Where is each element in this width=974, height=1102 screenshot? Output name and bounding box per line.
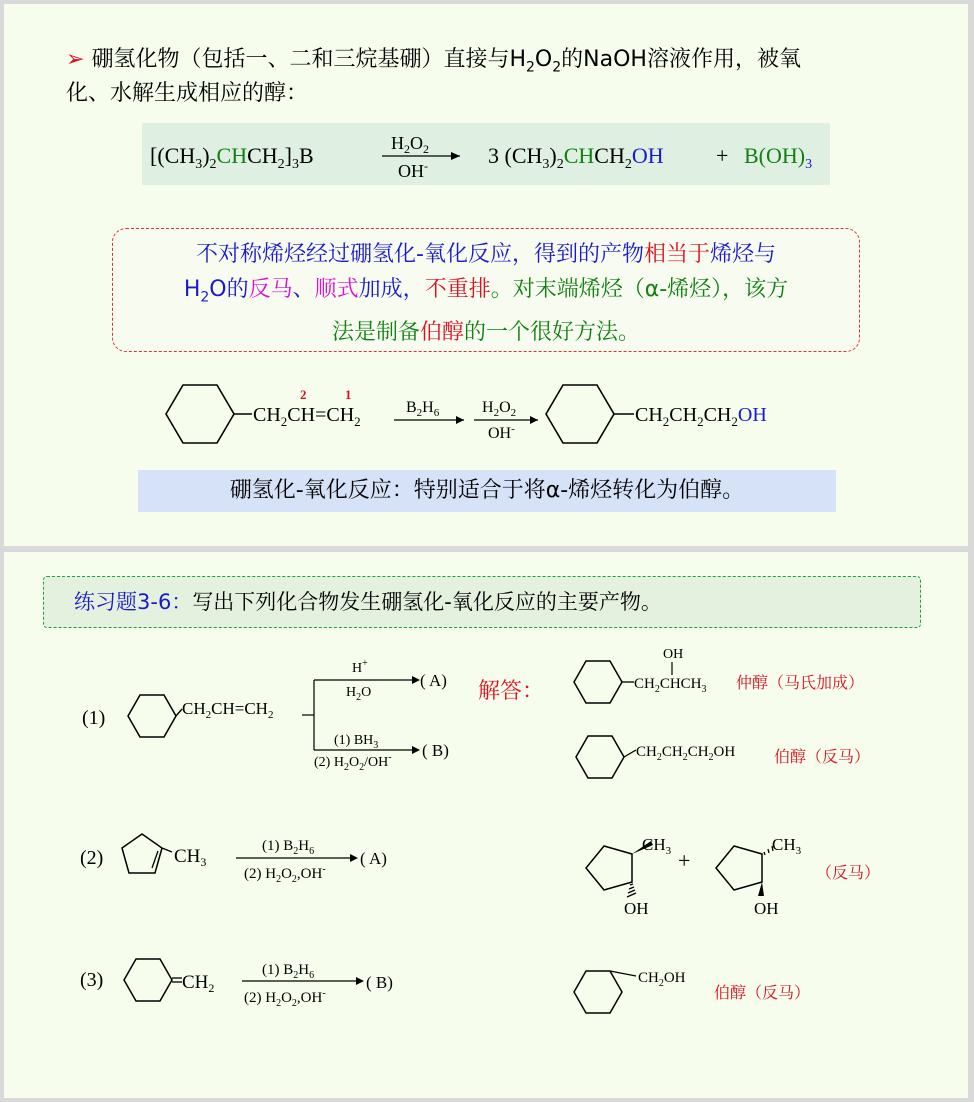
cyclopentane-ring <box>716 846 762 890</box>
ans1b-chain: $CH_2CH_2CH_2OH$ <box>636 744 736 763</box>
rule-note-line2 <box>113 272 859 315</box>
eq2-reactant: $CH_2CH=CH_2$ <box>253 404 361 429</box>
bond <box>610 971 636 976</box>
intro-text-line2: 化、水解生成相应的醇： <box>66 81 309 106</box>
eq2-reagent2-top: $H_2O_2$ <box>482 399 517 419</box>
note-text: 不重排 <box>424 277 491 302</box>
note-text: 2 <box>200 289 210 306</box>
ans1a-note: 仲醇（马氏加成） <box>736 675 865 692</box>
slide-1 <box>4 4 968 546</box>
exercise-title: 练习题3-6： <box>74 590 193 614</box>
q3-product: ( B) <box>366 973 393 992</box>
answer-3 <box>564 956 894 1026</box>
cyclohexane-ring <box>574 661 622 703</box>
q1-top-product: ( A) <box>420 671 447 690</box>
question-2 <box>64 824 464 894</box>
question-3 <box>64 948 464 1018</box>
equation-1 <box>142 123 830 185</box>
bond <box>162 848 172 852</box>
eq2-arrowhead2 <box>530 416 538 424</box>
cyclohexane-ring <box>166 385 234 443</box>
q1-top-arrowhead <box>412 676 420 684</box>
q2-reagent-top: (1) $B_2H_6$ <box>262 838 315 857</box>
carbon-number-2: 2 <box>300 387 307 402</box>
q2-substituent: $CH_3$ <box>174 846 207 869</box>
intro-part: O <box>534 47 553 72</box>
eq1-reactant: $[(CH_3)_2CHCH_2]_3B$ <box>150 143 314 172</box>
intro-part: 的NaOH溶液作用，被氧 <box>561 47 801 72</box>
bond <box>624 750 636 757</box>
note-text: 。对末端烯烃（α-烯烃），该方 <box>490 277 789 302</box>
ans2-ch3-2: $CH_3$ <box>772 835 802 857</box>
note-text: 、 <box>292 277 315 302</box>
answer-1 <box>564 640 894 800</box>
q1-label: (1) <box>82 707 106 729</box>
cyclopentene-ring <box>122 834 162 873</box>
summary-banner: 硼氢化-氧化反应：特别适合于将α-烯烃转化为伯醇。 <box>138 470 836 512</box>
eq1-reagent-bottom: OH- <box>398 159 428 181</box>
note-text: 不对称烯烃经过硼氢化-氧化反应，得到的产物 <box>196 242 644 267</box>
exercise-banner <box>43 576 921 628</box>
q1-bottom-product: ( B) <box>422 741 449 760</box>
q3-arrowhead <box>356 977 364 985</box>
hash-bond <box>627 884 636 897</box>
eq1-plus: + <box>716 143 729 168</box>
rule-note-box <box>112 228 860 352</box>
q1-top-reagent-bottom: $H_2O$ <box>346 685 372 703</box>
note-text: 烯烃与 <box>709 242 776 267</box>
cyclohexane-ring <box>128 695 176 737</box>
ans2-note: （反马） <box>816 865 881 882</box>
eq1-arrowhead <box>451 152 460 160</box>
question-1 <box>64 640 474 770</box>
carbon-number-1: 1 <box>345 387 352 402</box>
note-text: 法是制备 <box>331 320 420 346</box>
q3-substituent: $CH_2$ <box>182 972 215 995</box>
eq2-arrowhead1 <box>456 416 464 424</box>
answer-2 <box>564 824 894 924</box>
note-text: 伯醇 <box>419 320 464 346</box>
intro-sub: 2 <box>552 59 562 76</box>
equation-1-box <box>142 123 830 185</box>
cyclopentane-ring <box>586 846 632 890</box>
q3-reagent-bottom: (2) $H_2O_2,OH^-$ <box>244 988 326 1009</box>
intro-part: 硼氢化物（包括一、二和三烷基硼）直接与H <box>91 47 526 72</box>
eq2-reagent2-bottom: OH- <box>488 423 515 442</box>
ans2-oh-2: OH <box>754 899 779 918</box>
eq1-product1: 3 $(CH_3)_2CHCH_2OH$ <box>488 143 664 172</box>
exercise-text: 写出下列化合物发生硼氢化-氧化反应的主要产物。 <box>192 590 662 614</box>
eq2-product: $CH_2CH_2CH_2OH$ <box>635 404 767 429</box>
note-text: O的 <box>209 277 249 302</box>
q2-label: (2) <box>80 847 104 869</box>
ans2-plus: + <box>678 848 691 873</box>
slide-2 <box>4 552 968 1098</box>
q3-reagent-top: (1) $B_2H_6$ <box>262 962 315 981</box>
note-text: 的一个很好方法。 <box>464 320 641 346</box>
cyclohexane-ring <box>124 959 172 1001</box>
rule-note-line1 <box>113 237 859 272</box>
q3-label: (3) <box>80 969 104 991</box>
ans3-note: 伯醇（反马） <box>714 985 811 1002</box>
ans1a-chain: $CH_2CHCH_3$ <box>634 676 707 695</box>
note-text: 相当于 <box>643 242 710 267</box>
q1-bottom-reagent-top: (1) $BH_3$ <box>334 733 379 751</box>
equation-2 <box>154 378 804 454</box>
wedge-bond <box>758 882 764 896</box>
q2-arrowhead <box>350 854 358 862</box>
note-text: 反马 <box>248 277 293 302</box>
q1-bottom-reagent-bottom: (2) $H_2O_2/OH^-$ <box>314 752 392 770</box>
answer-label: 解答： <box>478 679 545 704</box>
q1-top-reagent-top: H+ <box>352 658 368 676</box>
note-text: 加成， <box>358 277 425 302</box>
q2-product: ( A) <box>360 849 387 868</box>
q2-reagent-bottom: (2) $H_2O_2,OH^-$ <box>244 864 326 885</box>
ans2-ch3-1: $CH_3$ <box>642 835 672 857</box>
q1-bottom-arrowhead <box>412 746 420 754</box>
eq1-product2: $B(OH)_3$ <box>744 143 813 172</box>
ans3-chain: $CH_2OH$ <box>638 970 686 989</box>
q1-substituent: $CH_2CH=CH_2$ <box>182 699 274 721</box>
cyclohexane-ring <box>574 971 622 1013</box>
note-text: H <box>183 277 201 302</box>
ans2-oh-1: OH <box>624 899 649 918</box>
cyclohexane-ring <box>546 385 614 443</box>
ans1a-oh: OH <box>663 647 684 662</box>
intro-sub: 2 <box>525 59 535 76</box>
cyclohexane-ring <box>576 736 624 778</box>
bullet-marker: ➢ <box>66 47 85 72</box>
eq2-reagent1: $B_2H_6$ <box>406 399 440 419</box>
ans1b-note: 伯醇（反马） <box>774 749 871 766</box>
note-text: 顺式 <box>314 277 359 302</box>
eq1-reagent-top: $H_2O_2$ <box>391 133 429 156</box>
rule-note-line3 <box>113 315 859 350</box>
